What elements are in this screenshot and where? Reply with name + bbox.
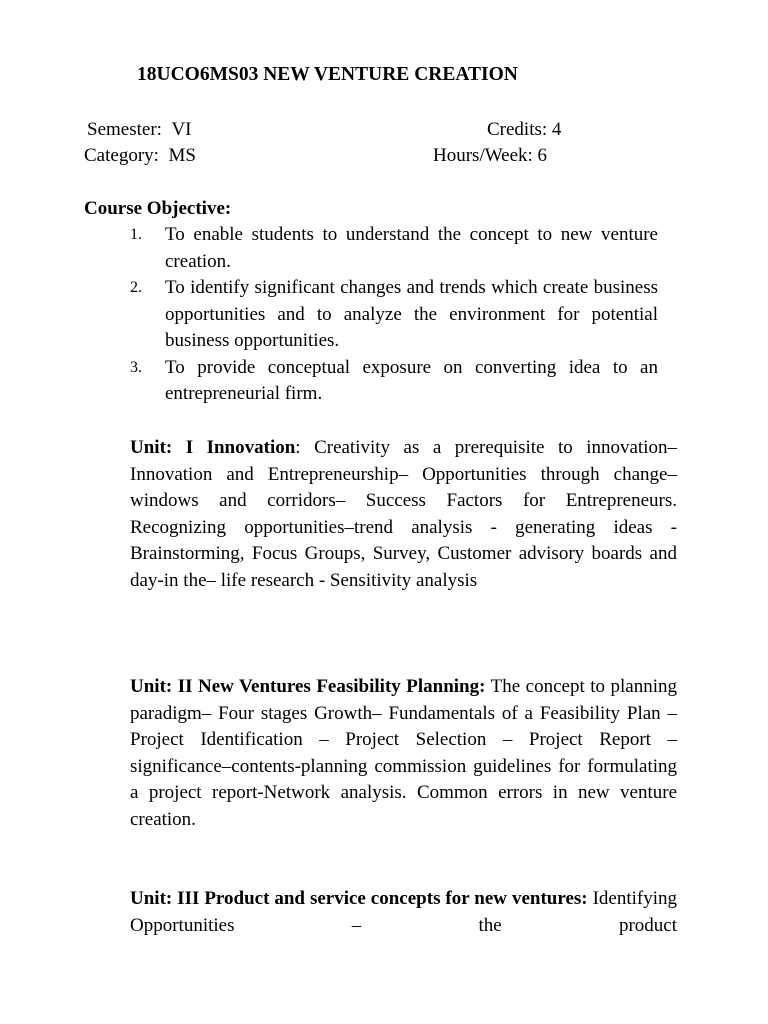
list-item: [0, 222, 768, 275]
objective-heading: Course Objective:: [84, 198, 232, 219]
unit-1-heading: Unit: I Innovation: [130, 437, 296, 458]
list-item-number: 2.: [130, 279, 142, 296]
list-item-text: To provide conceptual exposure on converting idea to an entrepreneurial firm.: [165, 356, 658, 404]
category-label: Category:: [84, 145, 159, 166]
unit-2-paragraph: [130, 674, 677, 833]
unit-3-paragraph: [130, 886, 677, 939]
hours-label: Hours/Week:: [433, 145, 533, 166]
unit-1-body: : Creativity as a prerequisite to innovation– Innovation and Entrepreneurship– Opportunities through change– windows and corridors– Success Factors for Entrepreneurs. Recognizing opportunities–trend analysis - generating ideas - Brainstorming, Focus Groups, Survey, Customer advisory boards and day-in the– life research - Sensitivity analysis: [130, 437, 677, 591]
category-field: [84, 145, 196, 167]
unit-2-heading: Unit: II New Ventures Feasibility Planning:: [130, 676, 486, 697]
objective-list: [0, 222, 768, 408]
category-value: MS: [168, 145, 196, 166]
list-item-number: 1.: [130, 226, 142, 243]
list-item-number: 3.: [130, 358, 142, 376]
unit-3-heading: Unit: III Product and service concepts for new ventures:: [130, 888, 588, 909]
list-item: [0, 275, 768, 355]
semester-value: VI: [171, 119, 192, 140]
list-item-text: To identify significant changes and trends which create business opportunities and to analyze the environment for potential business opportunities.: [165, 277, 658, 351]
semester-label: Semester:: [87, 119, 162, 140]
list-item-text: To enable students to understand the concept to new venture creation.: [165, 224, 658, 272]
hours-value: 6: [537, 145, 548, 166]
credits-field: [487, 119, 561, 141]
page-title: 18UCO6MS03 NEW VENTURE CREATION: [137, 64, 518, 85]
list-item: [0, 355, 768, 408]
unit-3-body: Identifying Opportunities – the product: [130, 888, 677, 936]
credits-label: Credits:: [487, 119, 548, 140]
unit-2-body: The concept to planning paradigm– Four stages Growth– Fundamentals of a Feasibility Plan – Project Identification – Project Selection – Project Report – significance–contents-planning commission guidelines for formulating a project report-Network analysis. Common errors in new venture creation.: [130, 676, 678, 830]
credits-value: 4: [551, 119, 562, 140]
semester-field: [87, 119, 192, 141]
hours-field: [433, 145, 547, 167]
unit-1-paragraph: [130, 435, 677, 594]
